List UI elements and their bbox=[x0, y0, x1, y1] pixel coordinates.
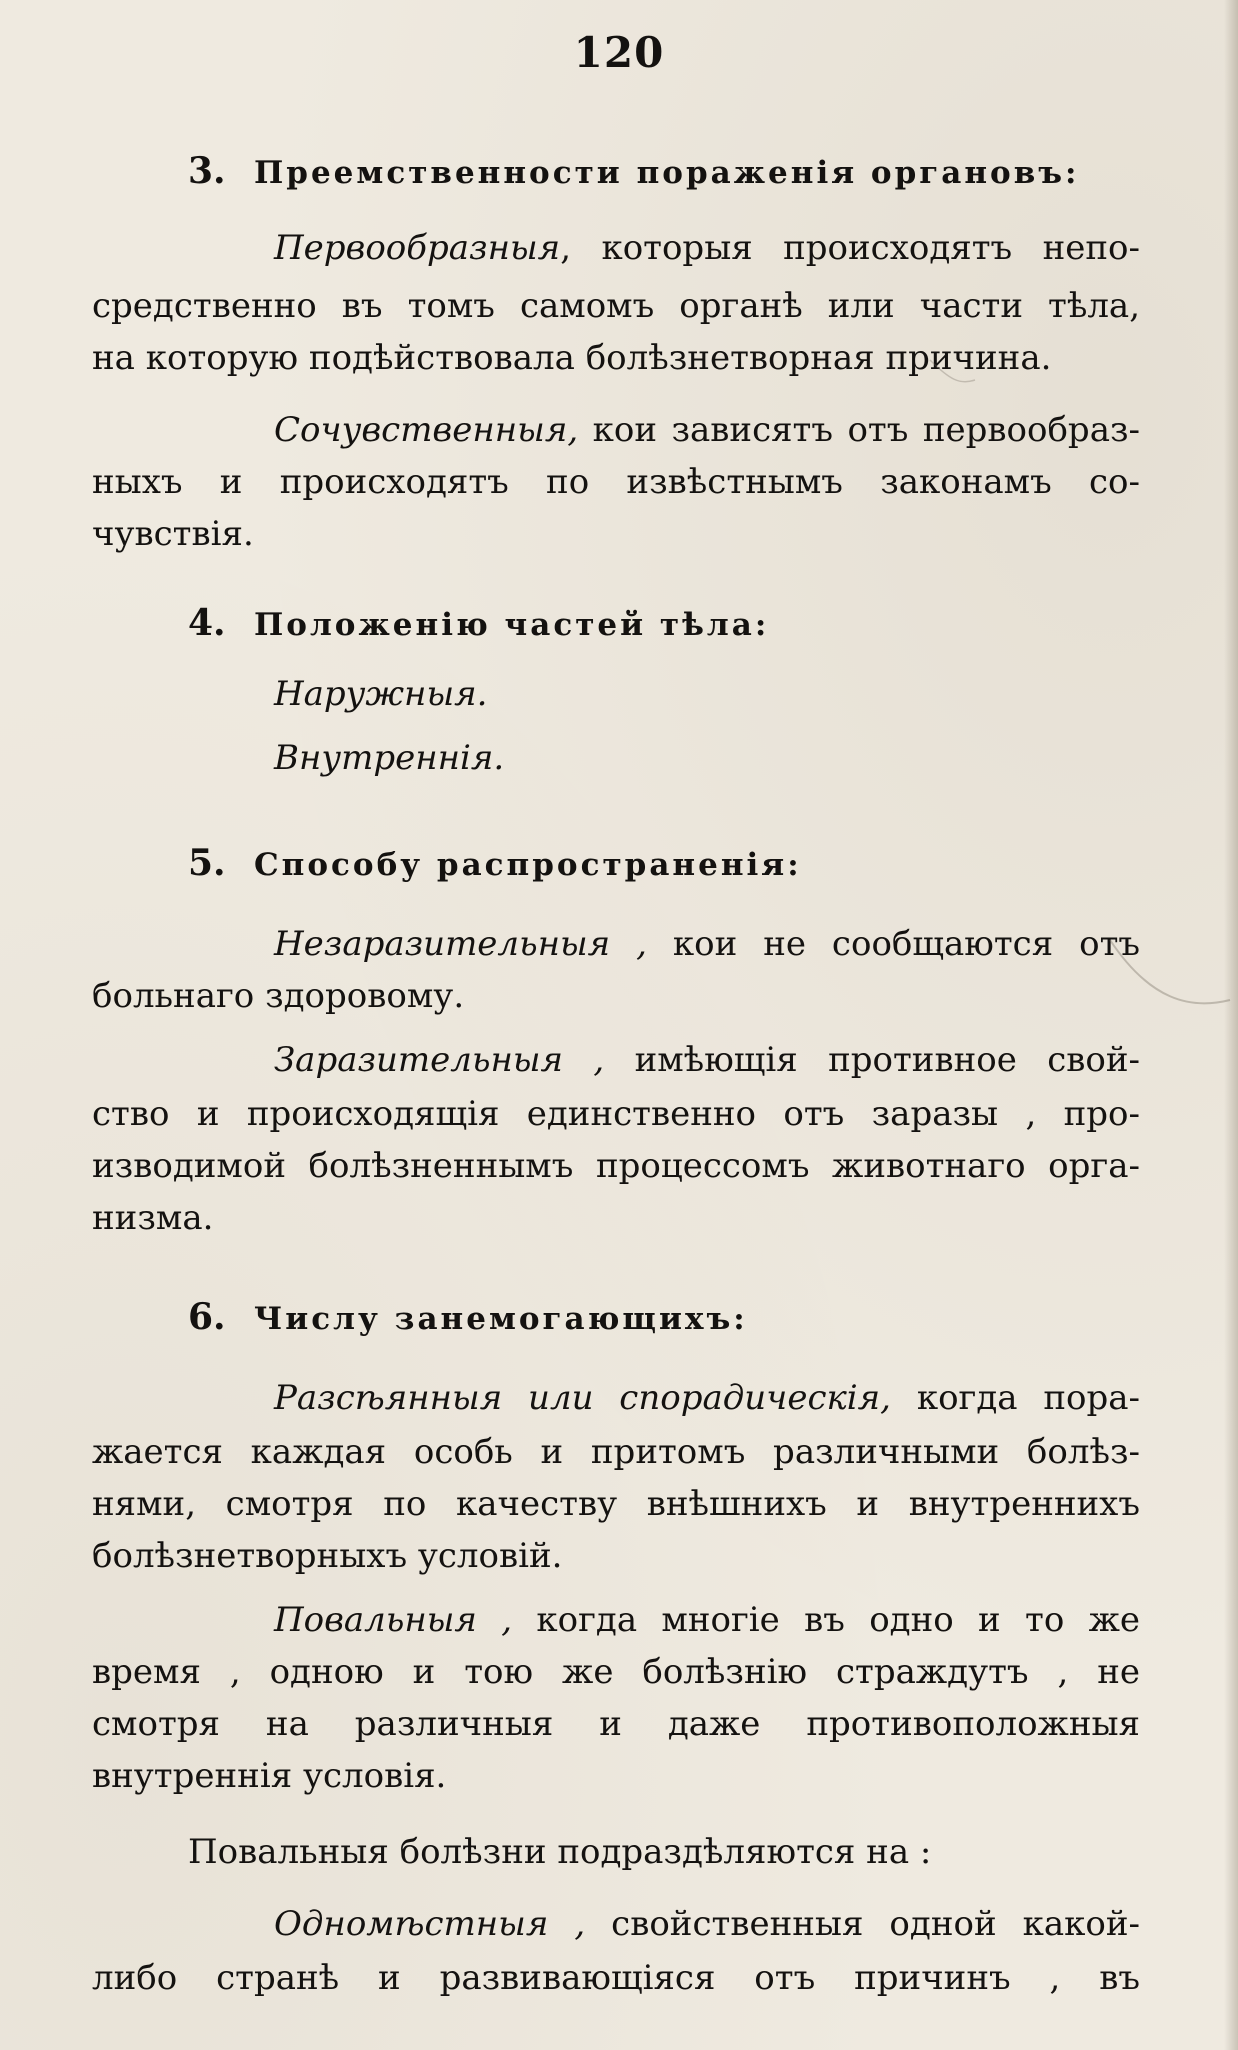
term: Повальныя , bbox=[274, 1600, 513, 1640]
list-item: Наружныя. bbox=[274, 674, 488, 714]
line-text: когда многіе въ одно и то же bbox=[536, 1600, 1140, 1640]
line-text: которыя происходятъ непо- bbox=[601, 228, 1141, 268]
paragraph-line: внутреннія условія. bbox=[92, 1756, 447, 1796]
section-number: 4. bbox=[188, 602, 226, 644]
section-title: Способу распространенія: bbox=[254, 847, 802, 883]
section-title: Преемственности пораженія органовъ: bbox=[254, 155, 1080, 191]
line-text: кои не сообщаются отъ bbox=[672, 924, 1141, 964]
line-text: когда пора- bbox=[916, 1378, 1141, 1418]
section-number: 3. bbox=[188, 150, 226, 192]
paragraph-line: средственно въ томъ самомъ органѣ или части тѣла, bbox=[92, 286, 1140, 326]
paragraph-line: больнаго здоровому. bbox=[92, 976, 465, 1016]
paragraph-line: смотря на различныя и даже противоположныя bbox=[92, 1704, 1140, 1744]
paragraph-line: время , одною и тою же болѣзнію страждутъ , не bbox=[92, 1652, 1140, 1692]
paragraph-line: жается каждая особь и притомъ различными болѣз- bbox=[92, 1432, 1140, 1472]
paragraph-line: ныхъ и происходятъ по извѣстнымъ законамъ со- bbox=[92, 462, 1140, 502]
term: Разсѣянныя или спорадическія, bbox=[274, 1378, 891, 1418]
line-text: свойственныя одной какой- bbox=[611, 1904, 1140, 1944]
paragraph-line: нями, смотря по качеству внѣшнихъ и внутреннихъ bbox=[92, 1484, 1140, 1524]
section-title: Числу занемогающихъ: bbox=[254, 1301, 748, 1337]
paragraph-line: Первообразныя, которыя происходятъ непо- bbox=[274, 228, 1141, 268]
line-text: кои зависятъ отъ первообраз- bbox=[592, 410, 1140, 450]
term: Незаразительныя , bbox=[274, 924, 647, 964]
line-text: Повальныя болѣзни подраздѣляются на : bbox=[188, 1832, 932, 1872]
line-text: имѣющія противное свой- bbox=[634, 1040, 1140, 1080]
term: Одномѣстныя , bbox=[274, 1904, 586, 1944]
term: Заразительныя , bbox=[274, 1040, 605, 1080]
term: Сочувственныя, bbox=[274, 410, 579, 450]
paragraph-line: ство и происходящія единственно отъ заразы , про- bbox=[92, 1094, 1140, 1134]
paragraph-line: чувствія. bbox=[92, 514, 254, 554]
paragraph-line: либо странѣ и развивающіяся отъ причинъ , въ bbox=[92, 1958, 1140, 1998]
paragraph-line: низма. bbox=[92, 1198, 214, 1238]
section-number: 6. bbox=[188, 1296, 226, 1338]
term: Первообразныя bbox=[274, 228, 561, 268]
section-title: Положенію частей тѣла: bbox=[254, 607, 770, 643]
paragraph-line: изводимой болѣзненнымъ процессомъ животнаго орга- bbox=[92, 1146, 1140, 1186]
paragraph-line: болѣзнетворныхъ условій. bbox=[92, 1536, 563, 1576]
paragraph-line: на которую подѣйствовала болѣзнетворная причина. bbox=[92, 338, 1052, 378]
list-item: Внутреннія. bbox=[274, 738, 505, 778]
page-number: 120 bbox=[573, 28, 665, 77]
section-number: 5. bbox=[188, 842, 226, 884]
